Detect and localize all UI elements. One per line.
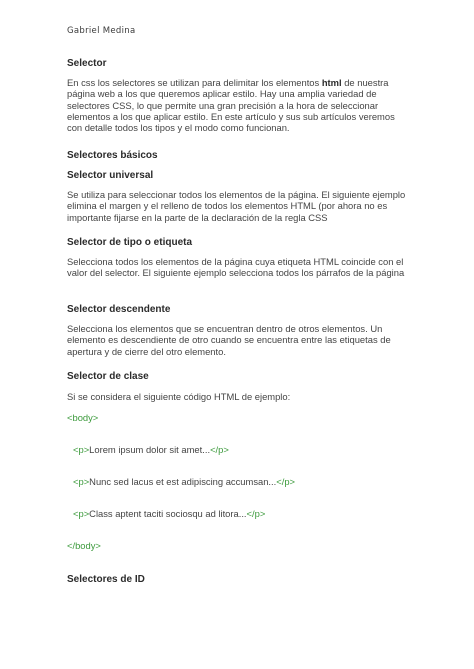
code-line-2 bbox=[73, 476, 295, 487]
code-tag: </p> bbox=[246, 508, 266, 519]
paragraph-class-selector: Si se considera el siguiente código HTML de ejemplo: bbox=[67, 391, 291, 402]
code-line-3 bbox=[73, 508, 265, 519]
code-tag: </p> bbox=[276, 476, 296, 487]
heading-type-selector: Selector de tipo o etiqueta bbox=[67, 237, 193, 248]
heading-class-selector: Selector de clase bbox=[67, 371, 149, 382]
paragraph-universal-selector: Se utiliza para seleccionar todos los elementos de la página. El siguiente ejemplo elimina el margen y el relleno de todos los elementos HTML (por ahora no es importante fijarse en la parte de la declaración de la regla CSS bbox=[67, 189, 406, 223]
paragraph-selector bbox=[67, 77, 407, 133]
code-text: Lorem ipsum dolor sit amet... bbox=[89, 444, 211, 455]
code-text: Nunc sed lacus et est adipiscing accumsan... bbox=[89, 476, 277, 487]
author-name: Gabriel Medina bbox=[67, 26, 136, 36]
code-tag: <body> bbox=[67, 412, 99, 423]
code-body-close bbox=[67, 540, 101, 551]
code-tag: </body> bbox=[67, 540, 101, 551]
code-tag: </p> bbox=[210, 444, 229, 455]
paragraph-selector-bold: html bbox=[321, 77, 342, 88]
paragraph-descendant-selector: Selecciona los elementos que se encuentran dentro de otros elementos. Un elemento es descendiente de otro cuando se encuentra entre las etiquetas de apertura y de cierre del otro elemento. bbox=[67, 323, 391, 357]
heading-descendant-selector: Selector descendente bbox=[67, 304, 171, 315]
heading-basic-selectors: Selectores básicos bbox=[67, 150, 158, 161]
paragraph-selector-post: de nuestra página web a los que queremos aplicar estilo. Hay una amplia variedad de selectores CSS, lo que permite una gran precisión a la hora de seleccionar elementos a los que aplicar estilo. En este artículo y sus sub artículos veremos con detalle todos los tipos y el modo como funcionan. bbox=[67, 77, 395, 134]
code-tag: <p> bbox=[73, 444, 90, 455]
code-text: Class aptent taciti sociosqu ad litora... bbox=[89, 508, 247, 519]
code-line-1 bbox=[73, 444, 229, 455]
paragraph-selector-pre: En css los selectores se utilizan para delimitar los elementos bbox=[67, 77, 322, 88]
heading-id-selectors: Selectores de ID bbox=[67, 574, 145, 585]
paragraph-type-selector: Selecciona todos los elementos de la página cuya etiqueta HTML coincide con el valor del selector. El siguiente ejemplo selecciona todos los párrafos de la página bbox=[67, 256, 405, 279]
code-tag: <p> bbox=[73, 508, 90, 519]
code-tag: <p> bbox=[73, 476, 90, 487]
code-body-open bbox=[67, 412, 98, 423]
heading-selector: Selector bbox=[67, 58, 107, 69]
heading-universal-selector: Selector universal bbox=[67, 170, 154, 181]
